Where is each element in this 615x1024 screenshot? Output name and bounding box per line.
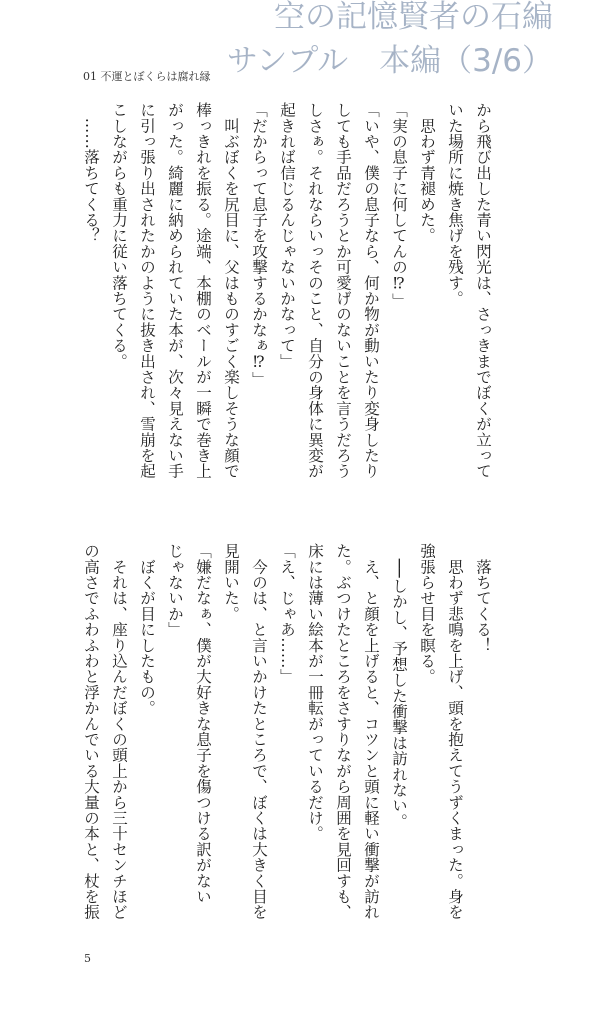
text-line: の高さでふわふわと浮かんでいる大量の本と、杖を振	[82, 543, 100, 920]
upper-text-block	[77, 102, 497, 512]
text-line: 思わず悲鳴を上げ、頭を抱えてうずくまった。身を	[446, 543, 464, 920]
text-line: 落ちてくる！	[474, 543, 492, 653]
lower-text-block	[77, 543, 497, 945]
text-line: 「嫌だなぁ、僕が大好きな息子を傷つける訳がない	[194, 543, 212, 905]
document-title: 空の記憶賢者の石編	[274, 0, 553, 35]
text-line: じゃないか」	[166, 543, 184, 638]
text-line: がった。綺麗に納められていた本が、次々見えない手	[166, 102, 184, 479]
text-line: ……落ちてくる？	[82, 102, 100, 244]
text-line: こしながらも重力に従い落ちてくる。	[110, 102, 128, 369]
text-line: 起きれば信じるんじゃないかなって」	[278, 102, 296, 369]
text-line: いた場所に焼き焦げを残す。	[446, 102, 464, 307]
page-number: 5	[84, 952, 91, 965]
text-line: それは、座り込んだぼくの頭上から三十センチほど	[110, 543, 128, 920]
text-line: 思わず青褪めた。	[418, 102, 436, 244]
text-line: 強張らせ目を瞑る。	[418, 543, 436, 685]
text-line: 「え、じゃあ……」	[278, 543, 296, 685]
chapter-header: 01 不運とぼくらは腐れ縁	[83, 70, 211, 83]
text-line: ぼくが目にしたもの。	[138, 543, 156, 716]
text-line: 「いや、僕の息子なら、何か物が動いたり変身したり	[362, 102, 380, 479]
text-line: しても手品だろうとか可愛げのないことを言うだろう	[334, 102, 352, 479]
text-line: 床には薄い絵本が一冊転がっているだけ。	[306, 543, 324, 842]
text-line: ──しかし、予想した衝撃は訪れない。	[390, 543, 408, 829]
text-line: た。ぶつけたところをさすりながら周囲を見回すも、	[334, 543, 352, 920]
text-line: 見開いた。	[222, 543, 240, 622]
text-line: 叫ぶぼくを尻目に、父はものすごく楽しそうな顔で	[222, 102, 240, 479]
document-subtitle: サンプル 本編（3/6）	[226, 43, 553, 79]
text-line: に引っ張り出されたかのように抜き出され、雪崩を起	[138, 102, 156, 479]
text-line: から飛び出した青い閃光は、さっきまでぼくが立って	[474, 102, 492, 479]
text-line: しさぁ。それならいっそのこと、自分の身体に異変が	[306, 102, 324, 479]
text-line: 「実の息子に何してんの⁉」	[390, 102, 408, 309]
text-line: 棒っきれを振る。途端、本棚のベールが一瞬で巻き上	[194, 102, 212, 479]
text-line: 今のは、と言いかけたところで、ぼくは大きく目を	[250, 543, 268, 920]
text-line: 「だからって息子を攻撃するかなぁ⁉」	[250, 102, 268, 388]
text-line: え、と顔を上げると、コツンと頭に軽い衝撃が訪れ	[362, 543, 380, 920]
